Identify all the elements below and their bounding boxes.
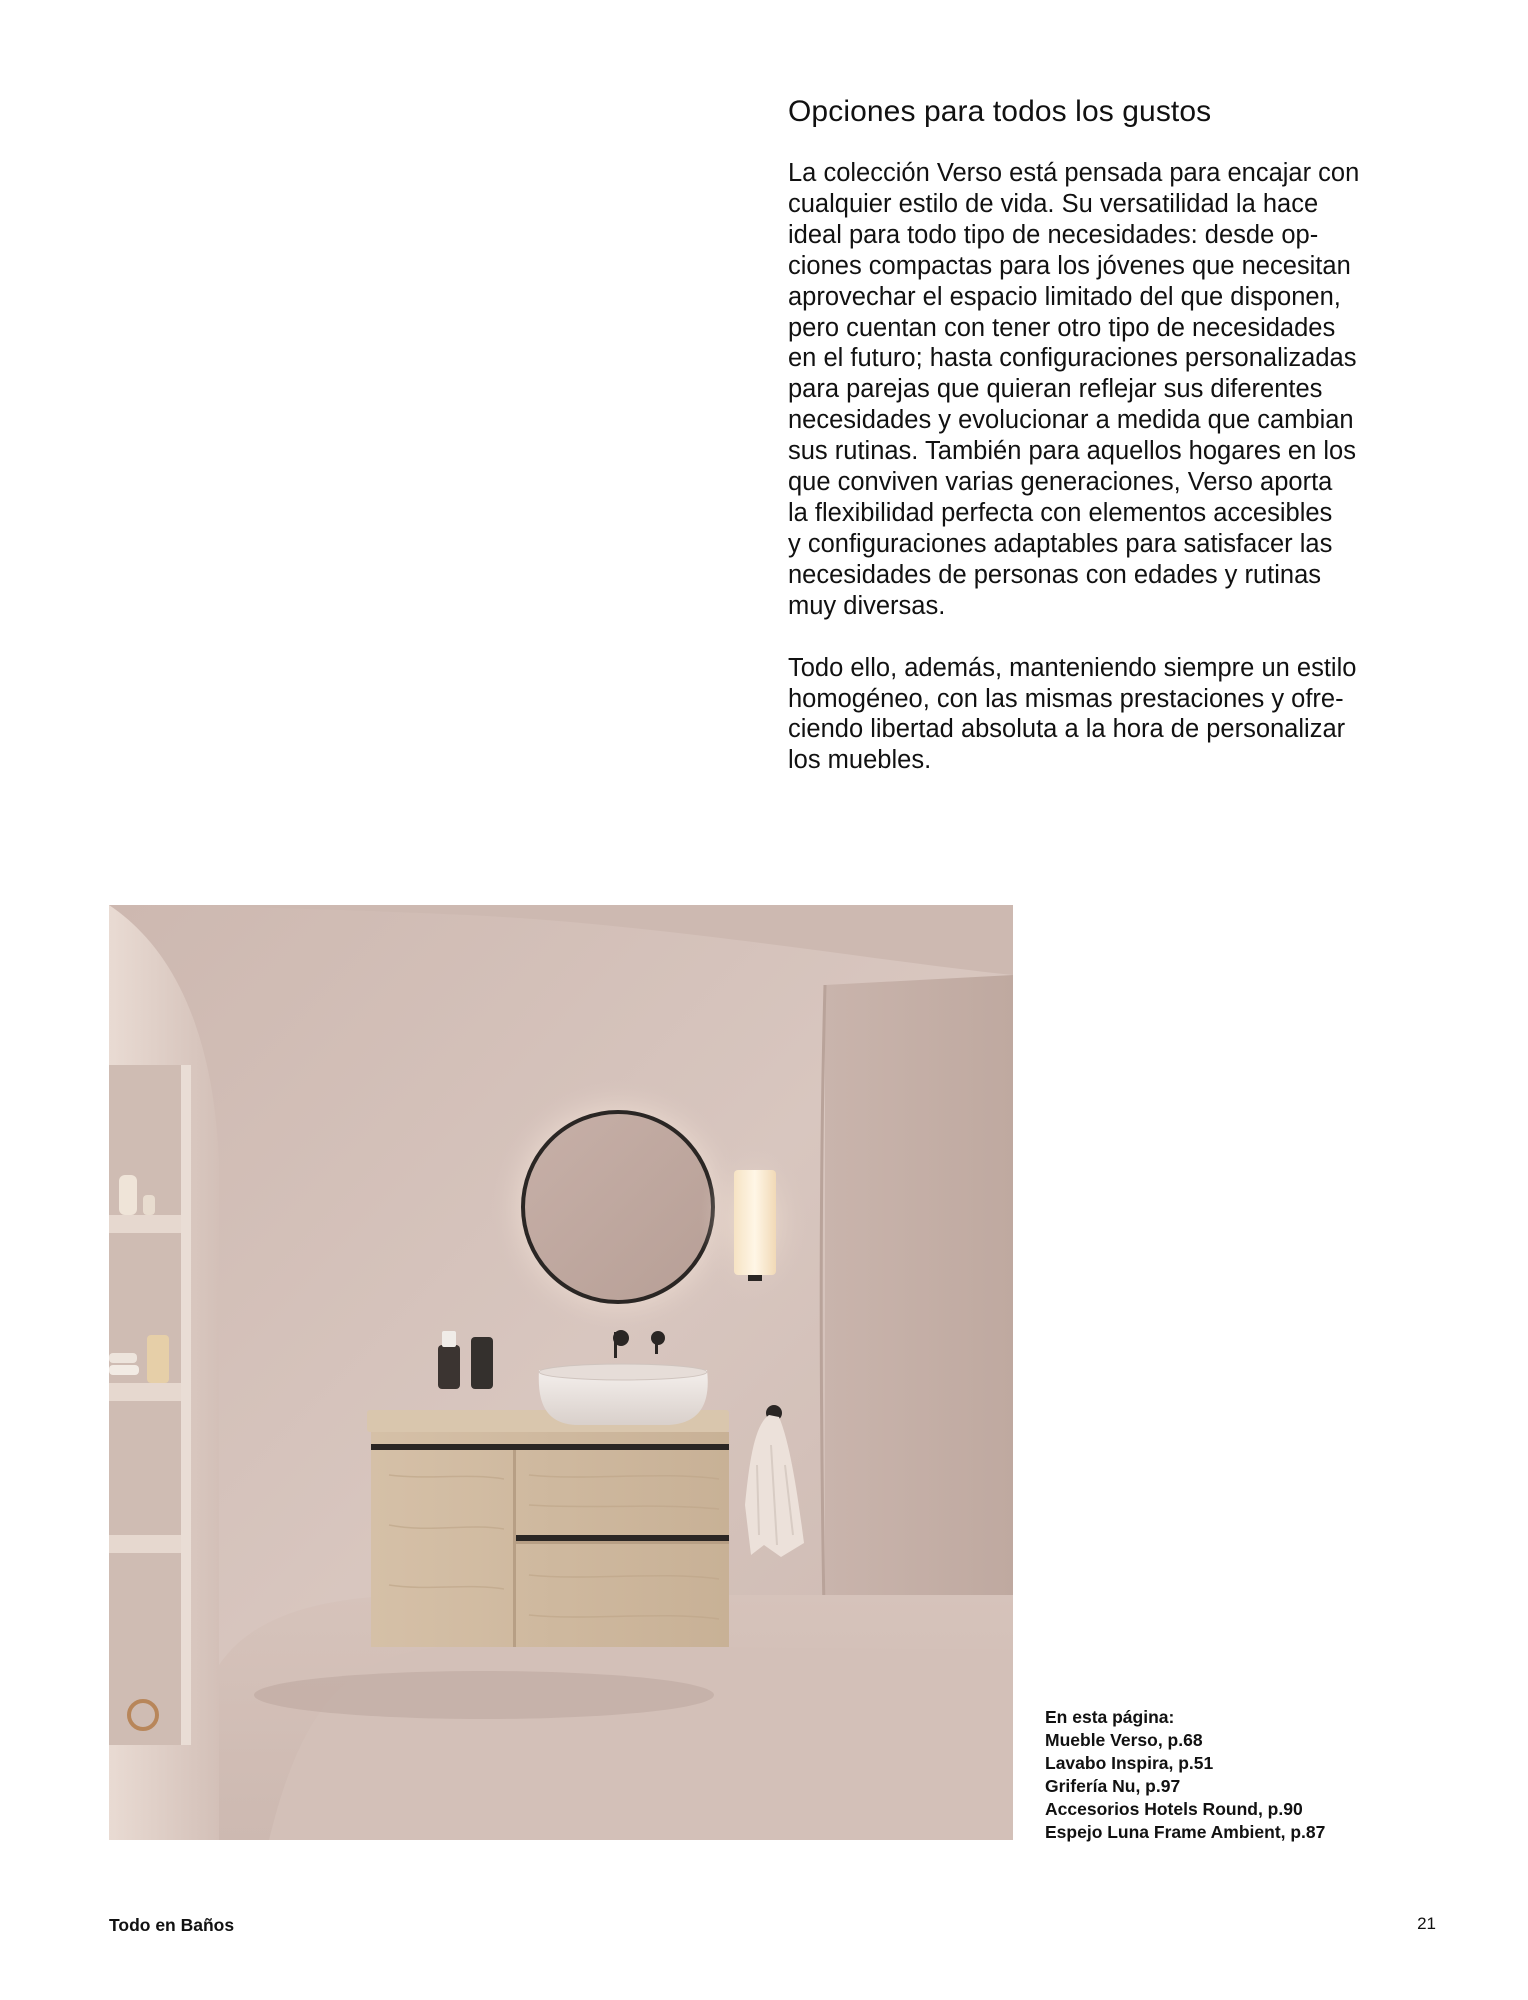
bathroom-photo: [109, 905, 1013, 1840]
text-line: aprovechar el espacio limitado del que disponen,: [788, 282, 1341, 311]
paragraph-2: [788, 653, 1448, 777]
text-line: ideal para todo tipo de necesidades: desde op-: [788, 220, 1319, 249]
cabinet-handle-bar: [371, 1444, 729, 1450]
page-number: 21: [1417, 1914, 1436, 1933]
bathroom-illustration: [109, 905, 1013, 1840]
wall-lamp: [734, 1170, 776, 1275]
soap-dispenser: [438, 1345, 460, 1389]
niche-shelf: [109, 1535, 187, 1553]
niche-shelf: [109, 1215, 187, 1233]
text-line: muy diversas.: [788, 591, 946, 620]
text-line: para parejas que quieran reflejar sus diferentes: [788, 375, 1323, 404]
photo-credits: [1045, 1706, 1405, 1844]
text-line: necesidades de personas con edades y rutinas: [788, 560, 1322, 589]
text-line: que conviven varias generaciones, Verso aporta: [788, 468, 1333, 497]
text-line: necesidades y evolucionar a medida que cambian: [788, 406, 1354, 435]
text-line: homogéneo, con las mismas prestaciones y ofre-: [788, 684, 1344, 713]
wall-niche: [109, 1065, 181, 1745]
article-heading: Opciones para todos los gustos: [788, 95, 1212, 128]
article-body: [788, 158, 1448, 807]
text-line: cualquier estilo de vida. Su versatilidad la hace: [788, 189, 1319, 218]
vase-decor: [119, 1175, 137, 1215]
footer-brand: Todo en Baños: [109, 1915, 235, 1935]
paragraph-1: [788, 158, 1448, 622]
drawer-handle-bar: [516, 1535, 729, 1541]
text-line: sus rutinas. También para aquellos hogares en los: [788, 437, 1356, 466]
credit-item: Grifería Nu, p.97: [1045, 1776, 1181, 1796]
candle-decor: [147, 1335, 169, 1383]
text-line: en el futuro; hasta configuraciones personalizadas: [788, 344, 1357, 373]
lotion-dispenser: [471, 1337, 493, 1389]
faucet-knob: [613, 1330, 629, 1346]
credits-title: En esta página:: [1045, 1707, 1175, 1727]
credit-item: Lavabo Inspira, p.51: [1045, 1753, 1214, 1773]
text-line: ciones compactas para los jóvenes que necesitan: [788, 251, 1351, 280]
folded-towel: [109, 1365, 139, 1375]
cabinet-shadow: [254, 1671, 714, 1719]
text-line: y configuraciones adaptables para satisfacer las: [788, 529, 1333, 558]
text-line: pero cuentan con tener otro tipo de necesidades: [788, 313, 1336, 342]
round-mirror: [523, 1112, 713, 1302]
text-line: la flexibilidad perfecta con elementos accesibles: [788, 498, 1333, 527]
niche-shelf: [109, 1383, 187, 1401]
text-line: los muebles.: [788, 746, 932, 775]
credit-item: Mueble Verso, p.68: [1045, 1730, 1203, 1750]
credit-item: Accesorios Hotels Round, p.90: [1045, 1799, 1303, 1819]
text-line: ciendo libertad absoluta a la hora de personalizar: [788, 715, 1346, 744]
text-line: La colección Verso está pensada para encajar con: [788, 159, 1360, 187]
text-line: Todo ello, además, manteniendo siempre un estilo: [788, 653, 1357, 682]
toothbrush-cup: [442, 1331, 456, 1347]
credit-item: Espejo Luna Frame Ambient, p.87: [1045, 1822, 1326, 1842]
